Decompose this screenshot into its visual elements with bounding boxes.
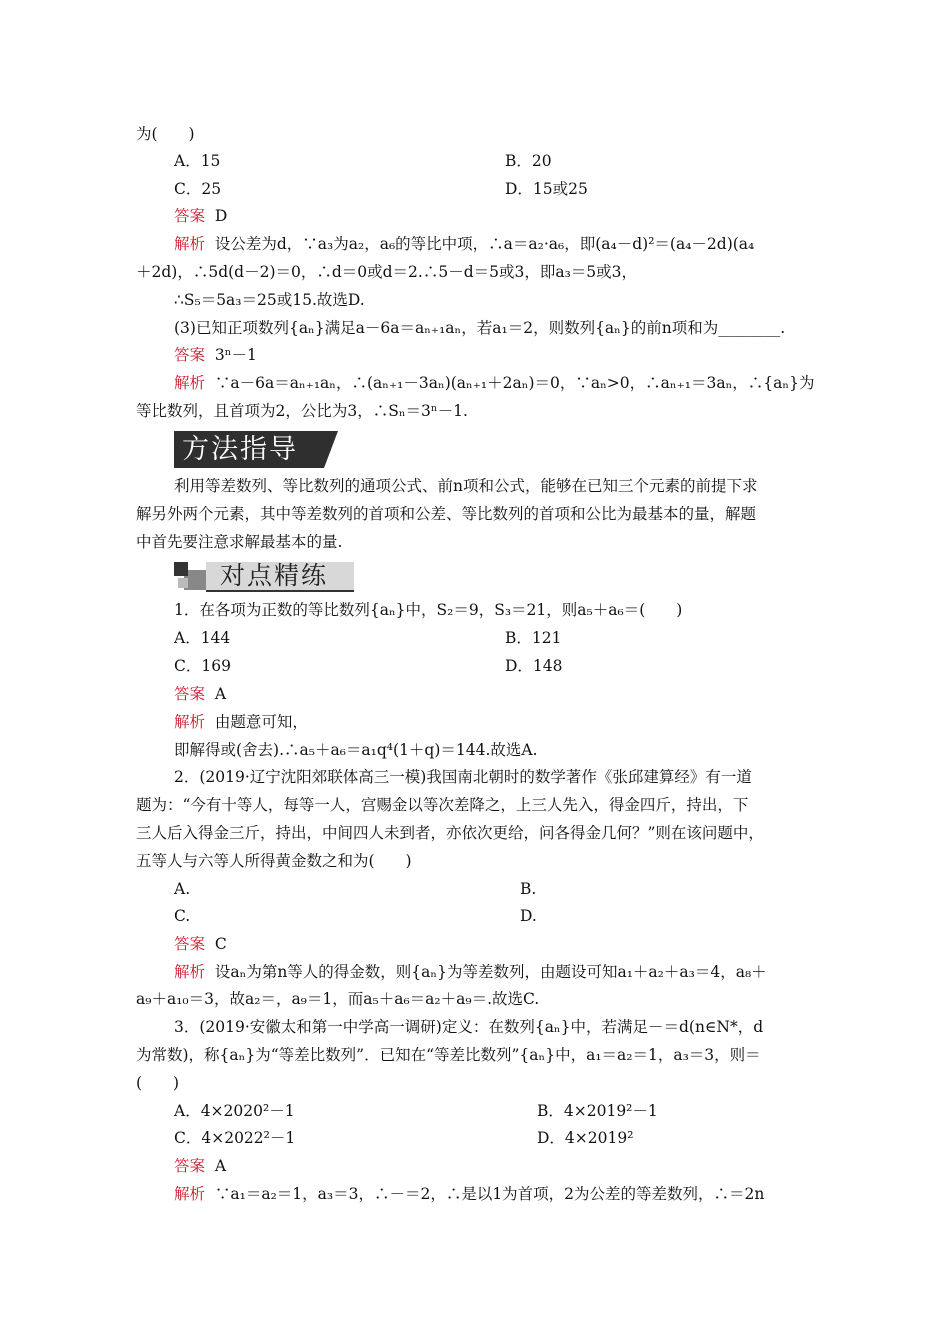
solution-label: 解析 bbox=[174, 963, 206, 981]
solution-line bbox=[174, 373, 814, 393]
option-b: B．121 bbox=[505, 629, 562, 647]
option-d: D．4×2019² bbox=[537, 1129, 634, 1147]
option-c: C．169 bbox=[174, 657, 231, 675]
solution-text: 设公差为d，∵a₃为a₂，a₆的等比中项，∴a＝a₂·a₆，即(a₄－d)²＝(a₄－2d)(a₄ bbox=[214, 235, 755, 253]
answer-label: 答案 bbox=[174, 685, 206, 703]
solution-text-2: 等比数列，且首项为2，公比为3，∴Sₙ＝3ⁿ－1. bbox=[136, 402, 468, 420]
solution-text: 由题意可知， bbox=[214, 713, 308, 731]
method-text-3: 中首先要注意求解最基本的量. bbox=[136, 533, 343, 551]
question-2-line-4: 五等人与六等人所得黄金数之和为( ) bbox=[136, 852, 412, 870]
method-guide-banner bbox=[174, 431, 324, 468]
question-2: 2．(2019·辽宁沈阳郊联体高三一模)我国南北朝时的数学著作《张邱建算经》有一道 bbox=[174, 768, 752, 786]
answer-line bbox=[174, 684, 226, 704]
solution-label: 解析 bbox=[174, 374, 206, 392]
solution-line bbox=[174, 962, 767, 982]
answer-line bbox=[174, 1156, 226, 1176]
option-a: A．15 bbox=[174, 152, 221, 170]
solution-text-3: ∴S₅＝5a₃＝25或15.故选D. bbox=[174, 291, 365, 309]
solution-text-2: a₉＋a₁₀＝3，故a₂＝，a₉＝1，而a₅＋a₆＝a₂＋a₉＝.故选C. bbox=[136, 990, 540, 1008]
answer-label: 答案 bbox=[174, 935, 206, 953]
option-b: B．4×2019²－1 bbox=[537, 1102, 658, 1120]
question-3: 3．(2019·安徽太和第一中学高一调研)定义：在数列{aₙ}中，若满足－＝d(n∈N*，d bbox=[174, 1018, 764, 1036]
practice-bar bbox=[206, 562, 354, 590]
option-d: D．15或25 bbox=[505, 180, 588, 198]
answer-value: 3ⁿ－1 bbox=[214, 346, 257, 364]
solution-text: 设aₙ为第n等人的得金数，则{aₙ}为等差数列，由题设可知a₁＋a₂＋a₃＝4，a₈＋ bbox=[214, 963, 767, 981]
question-3-line-3: ( ) bbox=[136, 1074, 180, 1092]
answer-value: A bbox=[214, 685, 227, 703]
option-c: C．4×2022²－1 bbox=[174, 1129, 296, 1147]
answer-label: 答案 bbox=[174, 346, 206, 364]
question-tail: 为( ) bbox=[136, 125, 195, 143]
solution-label: 解析 bbox=[174, 1185, 206, 1203]
option-a: A. bbox=[174, 880, 191, 898]
option-d: D. bbox=[520, 907, 537, 925]
solution-text-2: 即解得或(舍去).∴a₅＋a₆＝a₁q⁴(1＋q)＝144.故选A. bbox=[174, 741, 538, 759]
banner-fold bbox=[324, 431, 338, 468]
question-2-line-3: 三人后入得金三斤，持出，中间四人未到者，亦依次更给，问各得金几何？”则在该问题中， bbox=[136, 824, 764, 842]
answer-line bbox=[174, 934, 227, 954]
question-3-line-2: 为常数)，称{aₙ}为“等差比数列”．已知在“等差比数列”{aₙ}中，a₁＝a₂＝1，a₃＝3，则＝ bbox=[136, 1046, 761, 1064]
answer-value: C bbox=[214, 935, 227, 953]
option-d: D．148 bbox=[505, 657, 563, 675]
solution-line bbox=[174, 234, 754, 254]
answer-line bbox=[174, 206, 227, 226]
solution-text-2: ＋2d)，∴5d(d－2)＝0，∴d＝0或d＝2.∴5－d＝5或3，即a₃＝5或3， bbox=[136, 263, 638, 281]
solution-text: ∵a₁＝a₂＝1，a₃＝3，∴－＝2，∴是以1为首项，2为公差的等差数列，∴＝2n bbox=[214, 1185, 765, 1203]
option-a: A．4×2020²－1 bbox=[174, 1102, 295, 1120]
answer-value: A bbox=[214, 1157, 227, 1175]
solution-line bbox=[174, 1184, 764, 1204]
answer-label: 答案 bbox=[174, 1157, 206, 1175]
option-a: A．144 bbox=[174, 629, 231, 647]
solution-label: 解析 bbox=[174, 713, 206, 731]
solution-text: ∵a－6a＝aₙ₊₁aₙ，∴(aₙ₊₁－3aₙ)(aₙ₊₁＋2aₙ)＝0，∵aₙ>0，∴aₙ₊₁＝3aₙ，∴{aₙ}为 bbox=[214, 374, 815, 392]
option-c: C. bbox=[174, 907, 191, 925]
practice-banner bbox=[174, 558, 354, 592]
method-text-1: 利用等差数列、等比数列的通项公式、前n项和公式，能够在已知三个元素的前提下求 bbox=[174, 477, 758, 495]
option-b: B．20 bbox=[505, 152, 552, 170]
banner-underline bbox=[206, 590, 354, 592]
answer-label: 答案 bbox=[174, 207, 206, 225]
answer-value: D bbox=[214, 207, 228, 225]
option-b: B. bbox=[520, 880, 537, 898]
option-c: C．25 bbox=[174, 180, 222, 198]
method-text-2: 解另外两个元素，其中等差数列的首项和公差、等比数列的首项和公比为最基本的量，解题 bbox=[136, 505, 757, 523]
answer-line bbox=[174, 345, 257, 365]
method-guide-title: 方法指导 bbox=[182, 434, 298, 465]
question-3: (3)已知正项数列{aₙ}满足a－6a＝aₙ₊₁aₙ，若a₁＝2，则数列{aₙ}的前n项和为________. bbox=[174, 319, 786, 337]
banner-square-icon bbox=[178, 578, 188, 588]
solution-label: 解析 bbox=[174, 235, 206, 253]
practice-title: 对点精练 bbox=[220, 561, 329, 590]
banner-square-icon bbox=[174, 562, 188, 576]
solution-line bbox=[174, 712, 308, 732]
question-1: 1．在各项为正数的等比数列{aₙ}中，S₂＝9，S₃＝21，则a₅＋a₆＝( ) bbox=[174, 601, 683, 619]
question-2-line-2: 题为：“今有十等人，每等一人，宫赐金以等次差降之，上三人先入，得金四斤，持出，下 bbox=[136, 796, 749, 814]
